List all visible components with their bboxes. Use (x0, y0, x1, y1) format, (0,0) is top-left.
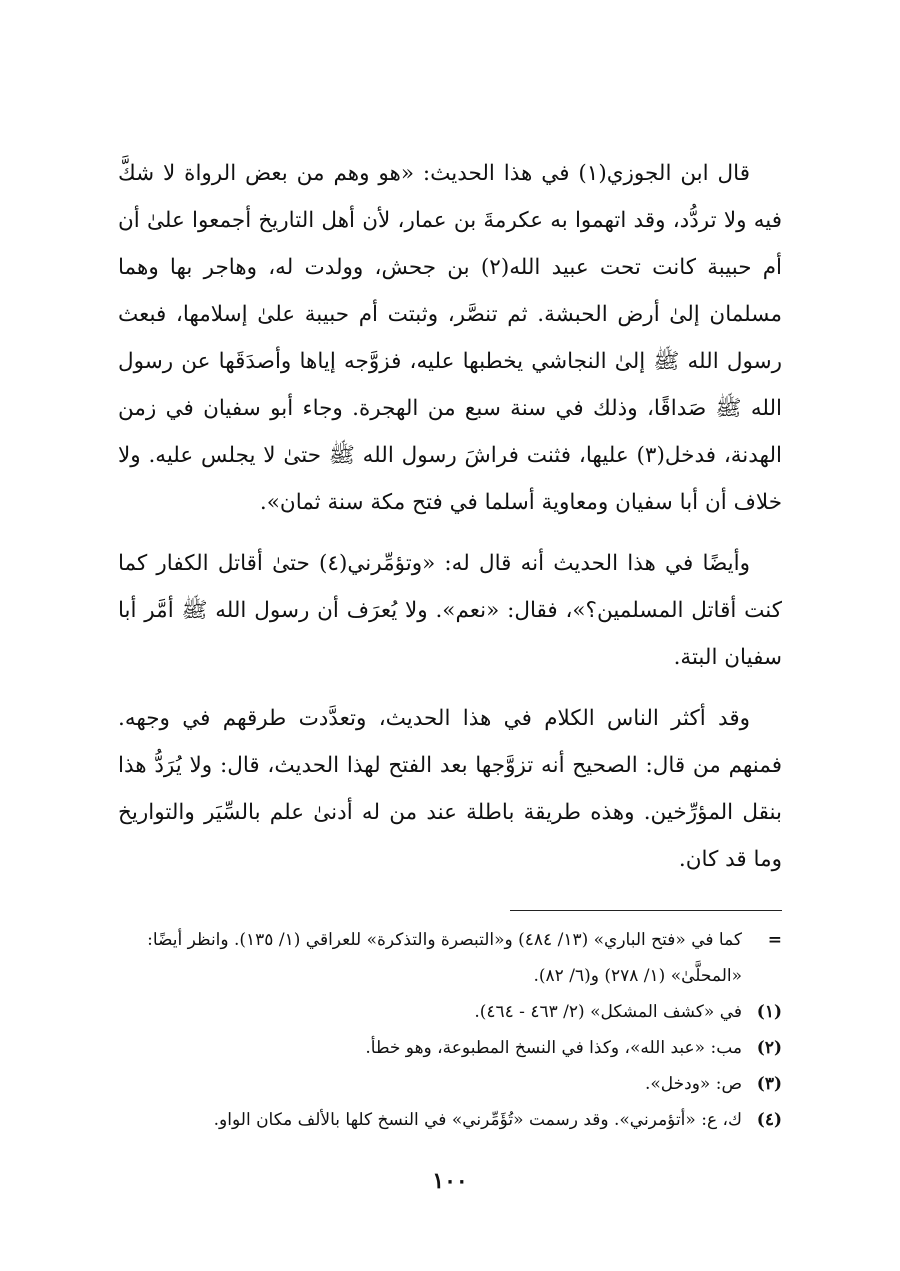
footnotes (118, 922, 782, 1138)
footnote-3 (118, 1066, 782, 1102)
paragraph-3: وقد أكثر الناس الكلام في هذا الحديث، وتعدَّدت طرقهم في وجهه. فمنهم من قال: الصحيح أنه تزوَّجها بعد الفتح لهذا الحديث، قال: ولا يُرَدُّ هذا بنقل المؤرِّخين. وهذه طريقة باطلة عند من له أدنىٰ علم بالسِّيَر والتواريخ وما قد كان. (118, 706, 782, 872)
footnote-text: ص: «ودخل». (644, 1074, 742, 1094)
footnote-marker: (٤) (756, 1110, 782, 1130)
page-number: ١٠٠ (432, 1168, 468, 1194)
footnote-1 (118, 994, 782, 1030)
paragraph-1: قال ابن الجوزي(١) في هذا الحديث: «هو وهم من بعض الرواة لا شكَّ فيه ولا تردُّد، وقد اتهموا به عكرمةَ بن عمار، لأن أهل التاريخ أجمعوا علىٰ أن أم حبيبة كانت تحت عبيد الله(٢) بن جحش، وولدت له، وهاجر بها وهما مسلمان إلىٰ أرض الحبشة. ثم تنصَّر، وثبتت أم حبيبة علىٰ إسلامها، فبعث رسول الله ﷺ إلىٰ النجاشي يخطبها عليه، فزوَّجه إياها وأصدَقَها عن رسول الله ﷺ صَداقًا، وذلك في سنة سبع من الهجرة. وجاء أبو سفيان في زمن الهدنة، فدخل(٣) عليها، فثنت فراشَ رسول الله ﷺ حتىٰ لا يجلس عليه. ولا خلاف أن أبا سفيان ومعاوية أسلما في فتح مكة سنة ثمان». (118, 161, 782, 515)
footnote-continuation (118, 922, 782, 994)
footnote-text: مب: «عبد الله»، وكذا في النسخ المطبوعة، وهو خطأ. (365, 1038, 742, 1058)
footnote-divider (510, 910, 782, 911)
footnote-marker: (٣) (756, 1074, 782, 1094)
footnote-marker: (٢) (756, 1038, 782, 1058)
footnote-2 (118, 1030, 782, 1066)
paragraph-2: وأيضًا في هذا الحديث أنه قال له: «وتؤمِّرني(٤) حتىٰ أقاتل الكفار كما كنت أقاتل المسلمين؟»، فقال: «نعم». ولا يُعرَف أن رسول الله ﷺ أمَّر أبا سفيان البتة. (118, 551, 782, 670)
footnote-marker: = (767, 930, 782, 950)
main-text (118, 150, 782, 897)
footnote-text: في «كشف المشكل» (٢/ ٤٦٣ - ٤٦٤). (474, 1002, 742, 1022)
footnote-text: كما في «فتح الباري» (١٣/ ٤٨٤) و«التبصرة والتذكرة» للعراقي (١/ ١٣٥). وانظر أيضًا: «المحلَّىٰ» (١/ ٢٧٨) و(٦/ ٨٢). (147, 930, 742, 986)
footnote-text: ك، ع: «أتؤمرني». وقد رسمت «تُؤَمِّرني» في النسخ كلها بالألف مكان الواو. (213, 1110, 742, 1130)
footnote-marker: (١) (756, 1002, 782, 1022)
footnote-4 (118, 1102, 782, 1138)
